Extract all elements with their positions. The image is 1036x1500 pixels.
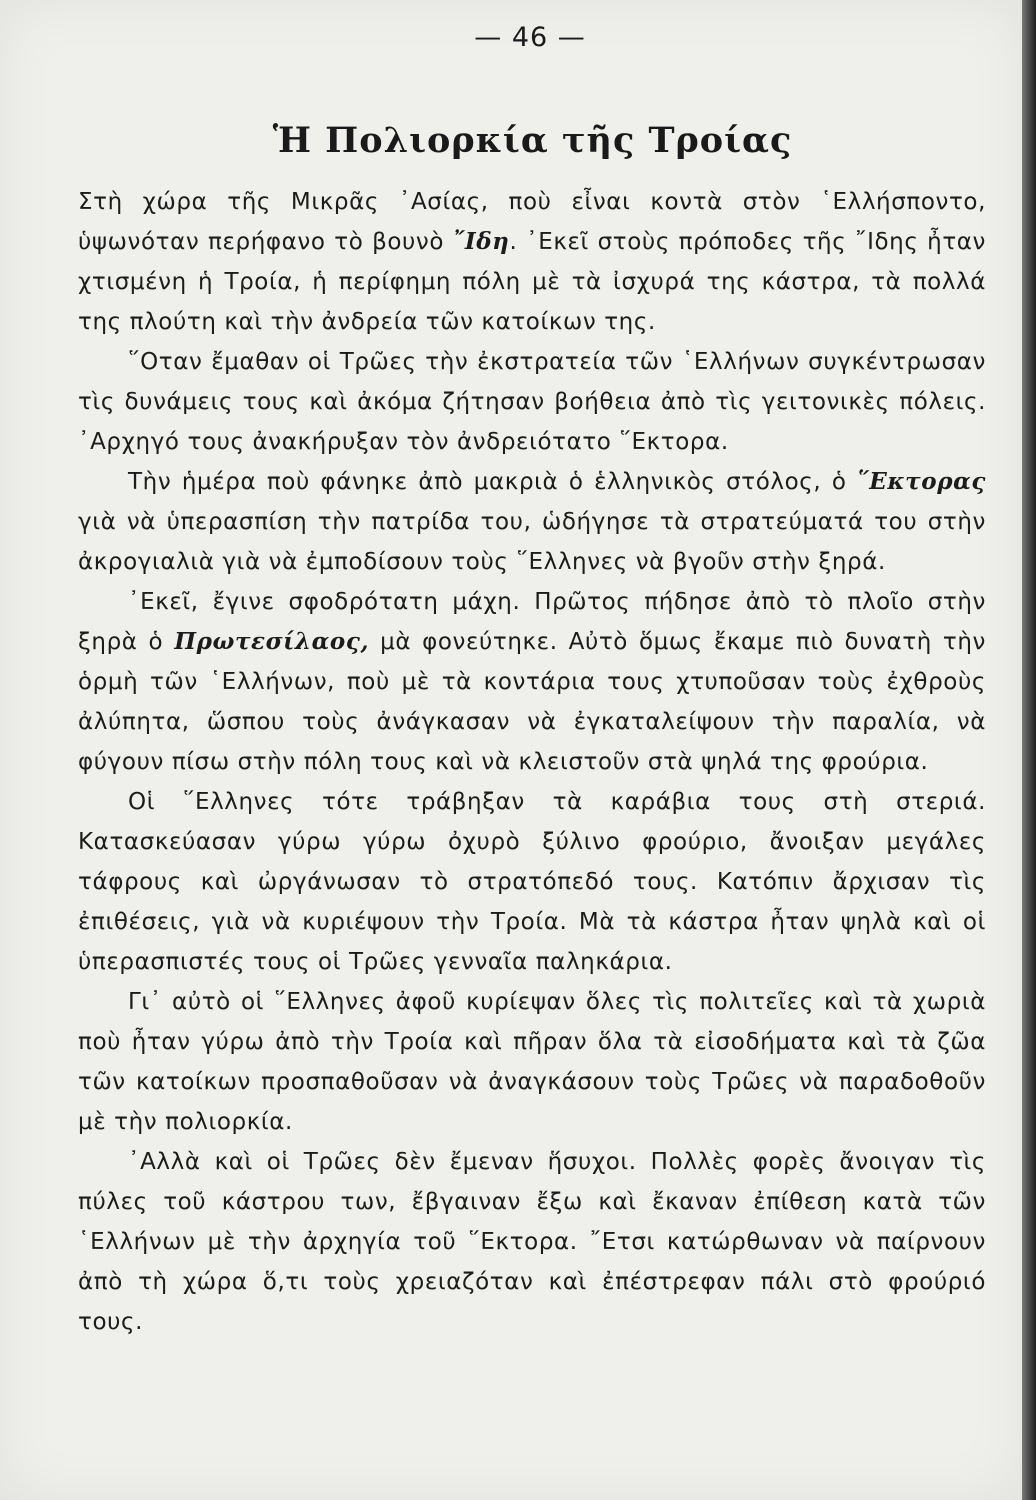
paragraph-1 <box>44 182 986 342</box>
paragraph-1-part-a: Στὴ χώρα τῆς Μικρᾶς ᾿Ασίας, ποὺ εἶναι κοντὰ στὸν ῾Ελλήσποντο, ὑψωνόταν περήφανο τὸ βουνὸ <box>78 189 986 255</box>
emphasis-ide: ῎Ιδη <box>452 228 510 255</box>
emphasis-hector: ῞Εκτορας <box>857 468 986 495</box>
chapter-title: Ἡ Πολιορκία τῆς Τροίας <box>272 120 793 161</box>
emphasis-protesilaos: Πρωτεσίλαος, <box>174 628 370 655</box>
page-number: — 46 — <box>474 22 586 53</box>
paragraph-3 <box>78 462 986 582</box>
paragraph-6: Γι᾿ αὐτὸ οἱ ῞Ελληνες ἀφοῦ κυρίεψαν ὅλες τὶς πολιτεῖες καὶ τὰ χωριὰ ποὺ ἦταν γύρω ἀπὸ τὴν Τροία καὶ πῆραν ὅλα τὰ εἰσοδήματα καὶ τὰ ζῶα τῶν κατοίκων προσπαθοῦσαν νὰ ἀναγκάσουν τοὺς Τρῶες νὰ παραδοθοῦν μὲ τὴν πολιορκία. <box>78 989 986 1135</box>
paragraph-4-part-a: ᾿Εκεῖ, ἔγινε σφοδρότατη μάχη. Πρῶτος πήδησε ἀπὸ τὸ πλοῖο στὴν ξηρὰ ὁ <box>78 589 986 655</box>
page-edge-shadow <box>1022 0 1036 1500</box>
paragraph-4-part-b: μὰ φονεύτηκε. Αὐτὸ ὅμως ἔκαμε πιὸ δυνατὴ τὴν ὁρμὴ τῶν ῾Ελλήνων, ποὺ μὲ τὰ κοντάρια τους χτυποῦσαν τοὺς ἐχθροὺς ἀλύπητα, ὥσπου τοὺς ἀνάγκασαν νὰ ἐγκαταλείψουν τὴν παραλία, νὰ φύγουν πίσω στὴν πόλη τους καὶ νὰ κλειστοῦν στὰ ψηλά της φρούρια. <box>78 629 987 775</box>
paragraph-4 <box>78 582 986 782</box>
paragraph-7: ᾿Αλλὰ καὶ οἱ Τρῶες δὲν ἔμεναν ἥσυχοι. Πολλὲς φορὲς ἄνοιγαν τὶς πύλες τοῦ κάστρου των, ἔβγαιναν ἔξω καὶ ἔκαναν ἐπίθεση κατὰ τῶν ῾Ελλήνων μὲ τὴν ἀρχηγία τοῦ ῞Εκτορα. ῎Ετσι κατώρθωναν νὰ παίρνουν ἀπὸ τὴ χώρα ὅ,τι τοὺς χρειαζόταν καὶ ἐπέστρεφαν πάλι στὸ φρούριό τους. <box>78 1149 986 1335</box>
paragraph-1-part-b: . ᾿Εκεῖ στοὺς πρόποδες τῆς ῎Ιδης ἦταν χτισμένη ἡ Τροία, ἡ περίφημη πόλη μὲ τὰ ἰσχυρά της κάστρα, τὰ πολλά της πλούτη καὶ τὴν ἀνδρεία τῶν κατοίκων της. <box>78 229 986 335</box>
paragraph-3-part-a: Τὴν ἡμέρα ποὺ φάνηκε ἀπὸ μακριὰ ὁ ἑλληνικὸς στόλος, ὁ <box>128 469 858 495</box>
paragraph-2: ῞Οταν ἔμαθαν οἱ Τρῶες τὴν ἐκστρατεία τῶν ῾Ελλήνων συγκέντρωσαν τὶς δυνάμεις τους καὶ ἀκόμα ζήτησαν βοήθεια ἀπὸ τὶς γειτονικὲς πόλεις. ᾿Αρχηγό τους ἀνακήρυξαν τὸν ἀνδρειότατο ῞Εκτορα. <box>78 349 986 455</box>
body-text <box>78 182 986 1342</box>
paragraph-3-part-b: γιὰ νὰ ὑπερασπίση τὴν πατρίδα του, ὡδήγησε τὰ στρατεύματά του στὴν ἀκρογιαλιὰ γιὰ νὰ ἐμποδίσουν τοὺς ῞Ελληνες νὰ βγοῦν στὴν ξηρά. <box>78 509 986 575</box>
paragraph-5: Οἱ ῞Ελληνες τότε τράβηξαν τὰ καράβια τους στὴ στεριά. Κατασκεύασαν γύρω γύρω ὀχυρὸ ξύλινο φρούριο, ἄνοιξαν μεγάλες τάφρους καὶ ὠργάνωσαν τὸ στρατόπεδό τους. Κατόπιν ἄρχισαν τὶς ἐπιθέσεις, γιὰ νὰ κυριέψουν τὴν Τροία. Μὰ τὰ κάστρα ἦταν ψηλὰ καὶ οἱ ὑπερασπιστές τους οἱ Τρῶες γενναῖα παληκάρια. <box>78 789 986 975</box>
